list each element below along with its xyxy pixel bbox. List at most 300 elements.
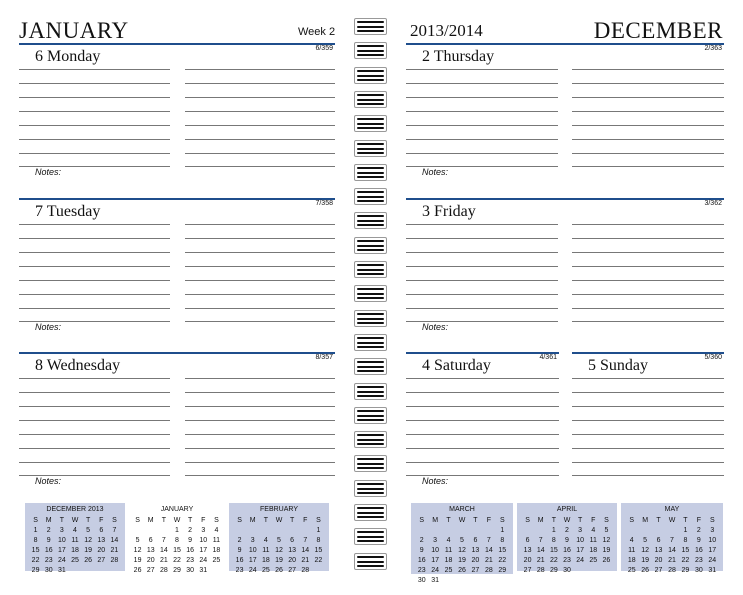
writing-line[interactable] bbox=[406, 462, 559, 463]
weekday-header: F bbox=[696, 517, 701, 524]
writing-line[interactable] bbox=[406, 97, 558, 98]
calendar-date[interactable]: 7 bbox=[486, 537, 491, 544]
calendar-date[interactable]: 20 bbox=[97, 547, 106, 554]
calendar-date[interactable]: 4 bbox=[214, 527, 219, 534]
calendar-date[interactable]: 29 bbox=[498, 567, 507, 574]
weekday-header: T bbox=[187, 517, 193, 524]
writing-line[interactable] bbox=[406, 111, 558, 112]
writing-line[interactable] bbox=[406, 434, 559, 435]
calendar-date[interactable]: 19 bbox=[133, 557, 142, 564]
day-block-wednesday[interactable] bbox=[19, 352, 335, 492]
writing-line[interactable] bbox=[406, 308, 558, 309]
calendar-date[interactable]: 13 bbox=[97, 537, 106, 544]
calendar-date[interactable]: 23 bbox=[563, 557, 571, 564]
calendar-date[interactable]: 2 bbox=[565, 527, 569, 534]
writing-line[interactable] bbox=[19, 378, 170, 379]
writing-line[interactable] bbox=[406, 238, 558, 239]
writing-line[interactable] bbox=[572, 224, 724, 225]
calendar-date[interactable]: 28 bbox=[110, 557, 119, 564]
calendar-date[interactable]: 24 bbox=[57, 557, 66, 564]
calendar-date[interactable]: 23 bbox=[417, 567, 426, 574]
calendar-date[interactable]: 1 bbox=[33, 527, 38, 534]
calendar-date[interactable]: 6 bbox=[525, 537, 530, 544]
calendar-date[interactable]: 7 bbox=[670, 537, 674, 544]
writing-line[interactable] bbox=[185, 406, 335, 407]
calendar-date[interactable]: 24 bbox=[576, 557, 585, 564]
day-block-tuesday[interactable] bbox=[19, 198, 335, 348]
calendar-date[interactable]: 14 bbox=[668, 547, 676, 554]
writing-line[interactable] bbox=[185, 392, 335, 393]
calendar-date[interactable]: 9 bbox=[565, 537, 569, 544]
calendar-date[interactable]: 27 bbox=[97, 557, 106, 564]
writing-line[interactable] bbox=[572, 266, 724, 267]
writing-line[interactable] bbox=[185, 153, 335, 154]
calendar-date[interactable]: 22 bbox=[173, 557, 181, 564]
calendar-date[interactable]: 28 bbox=[484, 567, 493, 574]
calendar-date[interactable]: 31 bbox=[57, 567, 66, 574]
calendar-date[interactable]: 26 bbox=[275, 567, 283, 574]
calendar-date[interactable]: 20 bbox=[654, 557, 663, 564]
calendar-date[interactable]: 6 bbox=[473, 537, 478, 544]
calendar-date[interactable]: 23 bbox=[235, 567, 244, 574]
calendar-date[interactable]: 19 bbox=[602, 547, 611, 554]
writing-line[interactable] bbox=[19, 475, 170, 476]
calendar-date[interactable]: 21 bbox=[301, 557, 310, 564]
notes-label: Notes: bbox=[35, 322, 62, 332]
calendar-date[interactable]: 30 bbox=[694, 567, 703, 574]
calendar-date[interactable]: 24 bbox=[199, 557, 208, 564]
writing-line[interactable] bbox=[406, 378, 559, 379]
calendar-date[interactable]: 27 bbox=[471, 567, 480, 574]
calendar-date[interactable]: 25 bbox=[261, 567, 270, 574]
calendar-date[interactable]: 20 bbox=[471, 557, 480, 564]
day-block-thursday[interactable] bbox=[406, 43, 724, 193]
writing-line[interactable] bbox=[19, 97, 170, 98]
writing-line[interactable] bbox=[19, 448, 170, 449]
writing-line[interactable] bbox=[572, 139, 724, 140]
calendar-date[interactable]: 12 bbox=[275, 547, 283, 554]
calendar-date[interactable]: 26 bbox=[133, 567, 142, 574]
writing-line[interactable] bbox=[572, 378, 724, 379]
calendar-date[interactable]: 15 bbox=[314, 547, 323, 554]
calendar-date[interactable]: 10 bbox=[248, 547, 257, 554]
calendar-date[interactable]: 5 bbox=[86, 527, 91, 534]
weekday-header: F bbox=[201, 517, 206, 524]
writing-line[interactable] bbox=[19, 321, 170, 322]
calendar-date[interactable]: 18 bbox=[71, 547, 79, 554]
writing-line[interactable] bbox=[185, 266, 335, 267]
writing-line[interactable] bbox=[572, 252, 724, 253]
calendar-date[interactable]: 2 bbox=[237, 537, 242, 544]
writing-line[interactable] bbox=[185, 252, 335, 253]
writing-line[interactable] bbox=[572, 308, 724, 309]
spiral-coil bbox=[357, 45, 384, 56]
writing-line[interactable] bbox=[185, 111, 335, 112]
calendar-date[interactable]: 1 bbox=[175, 527, 179, 534]
writing-line[interactable] bbox=[19, 83, 170, 84]
calendar-date[interactable]: 15 bbox=[549, 547, 558, 554]
writing-line[interactable] bbox=[19, 266, 170, 267]
writing-line[interactable] bbox=[406, 392, 559, 393]
calendar-date[interactable]: 1 bbox=[551, 527, 556, 534]
calendar-date[interactable]: 26 bbox=[602, 557, 611, 564]
calendar-date[interactable]: 17 bbox=[431, 557, 440, 564]
weekday-header: M bbox=[537, 517, 544, 524]
writing-line[interactable] bbox=[185, 462, 335, 463]
calendar-date[interactable]: 5 bbox=[135, 537, 140, 544]
calendar-date[interactable]: 29 bbox=[31, 567, 40, 574]
calendar-date[interactable]: 10 bbox=[57, 537, 66, 544]
calendar-date[interactable]: 21 bbox=[110, 547, 119, 554]
calendar-date[interactable]: 6 bbox=[656, 537, 661, 544]
calendar-date[interactable]: 13 bbox=[471, 547, 480, 554]
calendar-date[interactable]: 29 bbox=[681, 567, 690, 574]
calendar-date[interactable]: 27 bbox=[523, 567, 532, 574]
calendar-date[interactable]: 3 bbox=[433, 537, 438, 544]
writing-line[interactable] bbox=[19, 111, 170, 112]
calendar-date[interactable]: 13 bbox=[288, 547, 297, 554]
calendar-date[interactable]: 8 bbox=[683, 537, 688, 544]
calendar-date[interactable]: 14 bbox=[159, 547, 168, 554]
writing-line[interactable] bbox=[572, 448, 724, 449]
calendar-date[interactable]: 5 bbox=[460, 537, 464, 544]
writing-line[interactable] bbox=[406, 406, 559, 407]
calendar-date[interactable]: 13 bbox=[654, 547, 663, 554]
calendar-date[interactable]: 4 bbox=[263, 537, 268, 544]
calendar-date[interactable]: 6 bbox=[148, 537, 153, 544]
calendar-date[interactable]: 3 bbox=[250, 537, 255, 544]
writing-line[interactable] bbox=[185, 69, 335, 70]
writing-line[interactable] bbox=[572, 462, 724, 463]
calendar-date[interactable]: 9 bbox=[188, 537, 193, 544]
calendar-date bbox=[299, 526, 312, 535]
writing-line[interactable] bbox=[406, 448, 559, 449]
writing-line[interactable] bbox=[185, 448, 335, 449]
weekday-header: T bbox=[289, 517, 295, 524]
calendar-date[interactable]: 11 bbox=[628, 547, 636, 554]
calendar-date[interactable]: 26 bbox=[84, 557, 93, 564]
writing-line[interactable] bbox=[406, 321, 558, 322]
calendar-date[interactable]: 19 bbox=[84, 547, 93, 554]
calendar-date[interactable]: 22 bbox=[681, 557, 690, 564]
writing-line[interactable] bbox=[406, 166, 558, 167]
calendar-date[interactable]: 28 bbox=[301, 567, 310, 574]
calendar-date[interactable]: 15 bbox=[498, 547, 507, 554]
calendar-date[interactable]: 4 bbox=[591, 527, 596, 534]
calendar-date[interactable]: 22 bbox=[314, 557, 323, 564]
calendar-date[interactable]: 12 bbox=[84, 537, 93, 544]
writing-line[interactable] bbox=[185, 378, 335, 379]
day-block-monday[interactable] bbox=[19, 43, 335, 193]
calendar-date[interactable]: 17 bbox=[57, 547, 66, 554]
calendar-date[interactable]: 1 bbox=[500, 527, 505, 534]
writing-line[interactable] bbox=[572, 238, 724, 239]
calendar-date[interactable]: 24 bbox=[708, 557, 717, 564]
writing-line[interactable] bbox=[185, 475, 335, 476]
writing-line[interactable] bbox=[19, 294, 170, 295]
calendar-date[interactable]: 4 bbox=[629, 537, 634, 544]
writing-line[interactable] bbox=[185, 97, 335, 98]
writing-line[interactable] bbox=[19, 125, 170, 126]
calendar-date[interactable]: 31 bbox=[431, 577, 440, 584]
calendar-date[interactable]: 6 bbox=[99, 527, 104, 534]
calendar-date[interactable]: 14 bbox=[301, 547, 310, 554]
weekday-header: T bbox=[161, 517, 166, 524]
calendar-date[interactable]: 30 bbox=[186, 567, 195, 574]
writing-line[interactable] bbox=[572, 420, 724, 421]
calendar-date[interactable]: 25 bbox=[589, 557, 598, 564]
calendar-date[interactable]: 25 bbox=[627, 567, 636, 574]
calendar-date[interactable]: 18 bbox=[212, 547, 221, 554]
calendar-date[interactable]: 22 bbox=[498, 557, 507, 564]
day-block-sunday[interactable] bbox=[572, 352, 724, 492]
calendar-date[interactable]: 20 bbox=[523, 557, 532, 564]
calendar-date[interactable]: 31 bbox=[708, 567, 717, 574]
notes-label: Notes: bbox=[422, 167, 449, 177]
calendar-date[interactable]: 2 bbox=[188, 527, 193, 534]
writing-line[interactable] bbox=[406, 420, 559, 421]
calendar-date[interactable]: 3 bbox=[201, 527, 206, 534]
calendar-date[interactable]: 4 bbox=[73, 527, 77, 534]
calendar-date[interactable]: 16 bbox=[44, 547, 53, 554]
writing-line[interactable] bbox=[572, 111, 724, 112]
writing-line[interactable] bbox=[185, 238, 335, 239]
calendar-date[interactable]: 18 bbox=[261, 557, 270, 564]
writing-line[interactable] bbox=[185, 321, 335, 322]
calendar-date[interactable]: 19 bbox=[458, 557, 466, 564]
calendar-date[interactable]: 17 bbox=[576, 547, 585, 554]
writing-line[interactable] bbox=[19, 406, 170, 407]
writing-line[interactable] bbox=[185, 280, 335, 281]
calendar-date[interactable]: 2 bbox=[696, 527, 701, 534]
calendar-date[interactable]: 12 bbox=[458, 547, 466, 554]
calendar-date[interactable]: 3 bbox=[59, 527, 64, 534]
calendar-date[interactable]: 20 bbox=[146, 557, 155, 564]
calendar-date[interactable]: 13 bbox=[146, 547, 155, 554]
writing-line[interactable] bbox=[19, 139, 170, 140]
writing-line[interactable] bbox=[572, 97, 724, 98]
writing-line[interactable] bbox=[572, 153, 724, 154]
left-page bbox=[0, 0, 350, 594]
writing-line[interactable] bbox=[185, 83, 335, 84]
calendar-date[interactable]: 8 bbox=[33, 537, 38, 544]
writing-line[interactable] bbox=[572, 125, 724, 126]
calendar-date[interactable]: 17 bbox=[248, 557, 257, 564]
writing-line[interactable] bbox=[185, 294, 335, 295]
calendar-date[interactable]: 23 bbox=[44, 557, 53, 564]
calendar-date[interactable]: 9 bbox=[46, 537, 51, 544]
calendar-date[interactable]: 23 bbox=[186, 557, 195, 564]
calendar-date[interactable]: 25 bbox=[71, 557, 79, 564]
calendar-date[interactable]: 21 bbox=[159, 557, 168, 564]
calendar-date[interactable]: 11 bbox=[589, 537, 597, 544]
writing-line[interactable] bbox=[406, 153, 558, 154]
writing-line[interactable] bbox=[406, 475, 559, 476]
calendar-date[interactable]: 30 bbox=[44, 567, 53, 574]
spiral-coil bbox=[357, 240, 384, 251]
calendar-date[interactable]: 10 bbox=[431, 547, 440, 554]
calendar-date[interactable]: 19 bbox=[275, 557, 283, 564]
writing-line[interactable] bbox=[19, 280, 170, 281]
calendar-date[interactable]: 18 bbox=[627, 557, 636, 564]
calendar-date[interactable]: 29 bbox=[549, 567, 558, 574]
calendar-date[interactable]: 10 bbox=[199, 537, 208, 544]
calendar-date[interactable]: 8 bbox=[551, 537, 556, 544]
calendar-date[interactable]: 2 bbox=[419, 537, 424, 544]
calendar-date bbox=[625, 526, 638, 535]
calendar-date[interactable]: 17 bbox=[199, 547, 208, 554]
writing-line[interactable] bbox=[406, 280, 558, 281]
calendar-date[interactable]: 8 bbox=[500, 537, 505, 544]
calendar-date[interactable]: 30 bbox=[563, 567, 571, 574]
calendar-date[interactable]: 30 bbox=[417, 577, 426, 584]
writing-line[interactable] bbox=[406, 294, 558, 295]
calendar-date[interactable]: 31 bbox=[199, 567, 208, 574]
calendar-date[interactable]: 7 bbox=[161, 537, 166, 544]
calendar-date[interactable]: 28 bbox=[159, 567, 168, 574]
writing-line[interactable] bbox=[406, 69, 558, 70]
calendar-date[interactable]: 27 bbox=[288, 567, 297, 574]
calendar-date[interactable]: 8 bbox=[316, 537, 321, 544]
writing-line[interactable] bbox=[19, 462, 170, 463]
calendar-date[interactable]: 8 bbox=[175, 537, 179, 544]
writing-line[interactable] bbox=[406, 266, 558, 267]
writing-line[interactable] bbox=[185, 420, 335, 421]
writing-line[interactable] bbox=[19, 238, 170, 239]
writing-line[interactable] bbox=[185, 125, 335, 126]
calendar-date[interactable]: 26 bbox=[641, 567, 650, 574]
calendar-date[interactable]: 5 bbox=[277, 537, 281, 544]
calendar-date[interactable]: 18 bbox=[444, 557, 453, 564]
calendar-date[interactable]: 1 bbox=[316, 527, 321, 534]
calendar-date[interactable]: 12 bbox=[602, 537, 611, 544]
right-page bbox=[393, 0, 743, 594]
weekday-header: T bbox=[577, 517, 583, 524]
writing-line[interactable] bbox=[185, 308, 335, 309]
writing-line[interactable] bbox=[19, 434, 170, 435]
calendar-date[interactable]: 14 bbox=[536, 547, 545, 554]
calendar-date[interactable]: 12 bbox=[133, 547, 142, 554]
writing-line[interactable] bbox=[19, 308, 170, 309]
calendar-date[interactable]: 21 bbox=[536, 557, 545, 564]
calendar-date[interactable]: 14 bbox=[484, 547, 493, 554]
writing-line[interactable] bbox=[185, 166, 335, 167]
writing-line[interactable] bbox=[19, 420, 170, 421]
writing-line[interactable] bbox=[572, 392, 724, 393]
calendar-date[interactable]: 19 bbox=[641, 557, 650, 564]
calendar-date[interactable]: 9 bbox=[696, 537, 701, 544]
calendar-date[interactable]: 18 bbox=[589, 547, 598, 554]
calendar-date[interactable]: 15 bbox=[31, 547, 40, 554]
writing-line[interactable] bbox=[406, 139, 558, 140]
calendar-date[interactable]: 16 bbox=[417, 557, 426, 564]
calendar-date[interactable]: 24 bbox=[248, 567, 257, 574]
calendar-date[interactable]: 7 bbox=[112, 527, 117, 534]
writing-line[interactable] bbox=[19, 392, 170, 393]
writing-line[interactable] bbox=[185, 434, 335, 435]
calendar-date[interactable]: 28 bbox=[536, 567, 545, 574]
calendar-date[interactable]: 15 bbox=[173, 547, 181, 554]
writing-line[interactable] bbox=[19, 252, 170, 253]
calendar-date[interactable]: 11 bbox=[262, 547, 270, 554]
day-block-friday[interactable] bbox=[406, 198, 724, 348]
calendar-date[interactable]: 21 bbox=[668, 557, 676, 564]
calendar-date[interactable]: 17 bbox=[708, 547, 717, 554]
calendar-date[interactable]: 6 bbox=[290, 537, 295, 544]
calendar-date[interactable]: 12 bbox=[641, 547, 650, 554]
calendar-date[interactable]: 11 bbox=[212, 537, 221, 544]
writing-line[interactable] bbox=[19, 166, 170, 167]
writing-line[interactable] bbox=[406, 252, 558, 253]
writing-line[interactable] bbox=[185, 139, 335, 140]
writing-line[interactable] bbox=[572, 294, 724, 295]
calendar-date[interactable]: 10 bbox=[576, 537, 585, 544]
writing-line[interactable] bbox=[572, 166, 724, 167]
writing-line[interactable] bbox=[572, 321, 724, 322]
calendar-date[interactable]: 20 bbox=[288, 557, 297, 564]
calendar-date[interactable]: 16 bbox=[563, 547, 571, 554]
writing-line[interactable] bbox=[406, 125, 558, 126]
day-block-saturday[interactable] bbox=[406, 352, 559, 492]
calendar-date[interactable]: 21 bbox=[484, 557, 493, 564]
calendar-date[interactable]: 9 bbox=[419, 547, 424, 554]
writing-line[interactable] bbox=[572, 83, 724, 84]
calendar-date[interactable]: 27 bbox=[146, 567, 155, 574]
calendar-date[interactable]: 23 bbox=[694, 557, 703, 564]
calendar-date[interactable]: 25 bbox=[444, 567, 453, 574]
calendar-date[interactable]: 4 bbox=[446, 537, 451, 544]
calendar-date[interactable]: 27 bbox=[654, 567, 663, 574]
calendar-date[interactable]: 28 bbox=[668, 567, 676, 574]
writing-line[interactable] bbox=[19, 224, 170, 225]
calendar-date[interactable]: 22 bbox=[31, 557, 40, 564]
calendar-date[interactable]: 16 bbox=[235, 557, 244, 564]
calendar-date[interactable]: 14 bbox=[110, 537, 119, 544]
writing-line[interactable] bbox=[572, 69, 724, 70]
calendar-date[interactable]: 16 bbox=[694, 547, 703, 554]
calendar-date[interactable]: 15 bbox=[681, 547, 690, 554]
calendar-date[interactable]: 11 bbox=[444, 547, 453, 554]
calendar-date[interactable]: 5 bbox=[643, 537, 648, 544]
calendar-date[interactable]: 22 bbox=[549, 557, 558, 564]
calendar-date[interactable]: 11 bbox=[71, 537, 79, 544]
writing-line[interactable] bbox=[406, 224, 558, 225]
calendar-date[interactable]: 9 bbox=[237, 547, 242, 554]
calendar-date[interactable]: 3 bbox=[578, 527, 583, 534]
calendar-date[interactable]: 7 bbox=[303, 537, 308, 544]
calendar-date[interactable]: 13 bbox=[523, 547, 532, 554]
calendar-date[interactable]: 10 bbox=[708, 537, 717, 544]
calendar-date[interactable]: 26 bbox=[458, 567, 466, 574]
calendar-date[interactable]: 16 bbox=[186, 547, 195, 554]
writing-line[interactable] bbox=[185, 224, 335, 225]
writing-line[interactable] bbox=[19, 69, 170, 70]
writing-line[interactable] bbox=[572, 406, 724, 407]
calendar-date[interactable]: 29 bbox=[173, 567, 181, 574]
calendar-date[interactable]: 2 bbox=[46, 527, 51, 534]
calendar-date[interactable]: 3 bbox=[710, 527, 715, 534]
calendar-date[interactable]: 24 bbox=[431, 567, 440, 574]
writing-line[interactable] bbox=[406, 83, 558, 84]
writing-line[interactable] bbox=[572, 475, 724, 476]
writing-line[interactable] bbox=[19, 153, 170, 154]
calendar-date[interactable]: 25 bbox=[212, 557, 221, 564]
writing-line[interactable] bbox=[572, 280, 724, 281]
calendar-date[interactable]: 5 bbox=[604, 527, 609, 534]
calendar-date[interactable]: 1 bbox=[683, 527, 688, 534]
writing-line[interactable] bbox=[572, 434, 724, 435]
calendar-date[interactable]: 7 bbox=[538, 537, 543, 544]
